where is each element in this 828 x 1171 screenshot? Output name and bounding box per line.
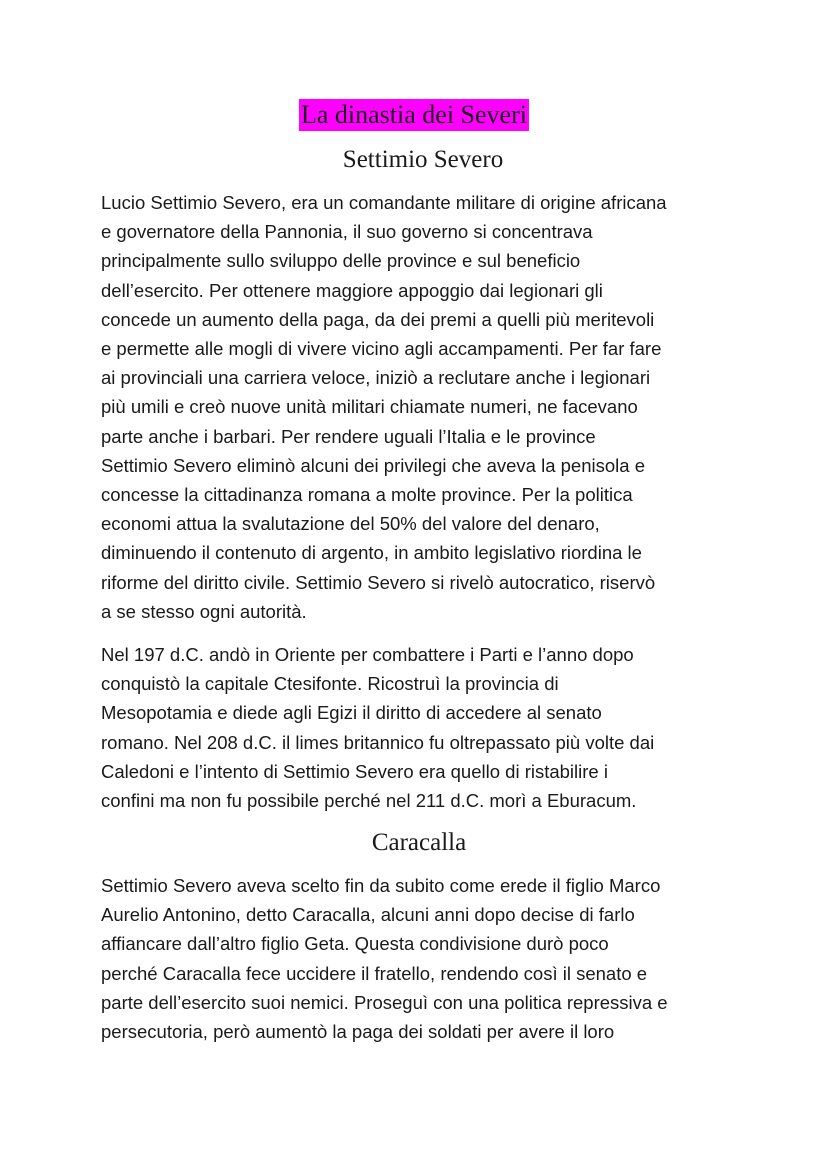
paragraph-settimio-1 xyxy=(101,188,733,626)
text-line: Lucio Settimio Severo, era un comandante militare di origine africana xyxy=(101,192,667,213)
text-line: Nel 197 d.C. andò in Oriente per combattere i Parti e l’anno dopo xyxy=(101,644,634,665)
text-line: parte anche i barbari. Per rendere uguali l’Italia e le province xyxy=(101,425,596,447)
text-line: dell’esercito. Per ottenere maggiore appoggio dai legionari gli xyxy=(101,279,603,301)
text-line: affiancare dall’altro figlio Geta. Questa condivisione durò poco xyxy=(101,933,609,955)
text-line: più umili e creò nuove unità militari chiamate numeri, ne facevano xyxy=(101,396,638,418)
section-heading-settimio-severo: Settimio Severo xyxy=(342,146,504,173)
text-line: ai provinciali una carriera veloce, iniziò a reclutare anche i legionari xyxy=(101,367,651,389)
text-line: Settimio Severo aveva scelto fin da subito come erede il figlio Marco xyxy=(101,875,661,896)
text-line: conquistò la capitale Ctesifonte. Ricostruì la provincia di xyxy=(101,673,559,695)
text-line: diminuendo il contenuto di argento, in ambito legislativo riordina le xyxy=(101,542,642,564)
text-line: confini ma non fu possibile perché nel 211 d.C. morì a Eburacum. xyxy=(101,790,637,812)
text-line: e permette alle mogli di vivere vicino agli accampamenti. Per far fare xyxy=(101,338,662,360)
text-line: principalmente sullo sviluppo delle province e sul beneficio xyxy=(101,250,581,272)
text-line: parte dell’esercito suoi nemici. Proseguì con una politica repressiva e xyxy=(101,991,668,1013)
text-line: concede un aumento della paga, da dei premi a quelli più meritevoli xyxy=(101,308,655,330)
text-line: e governatore della Pannonia, il suo governo si concentrava xyxy=(101,221,593,243)
text-line: riforme del diritto civile. Settimio Severo si rivelò autocratico, riservò xyxy=(101,571,656,593)
section-heading-caracalla: Caracalla xyxy=(371,829,467,856)
text-line: Mesopotamia e diede agli Egizi il diritto di accedere al senato xyxy=(101,702,602,724)
text-line: Caledoni e l’intento di Settimio Severo era quello di ristabilire i xyxy=(101,760,608,782)
paragraph-settimio-2 xyxy=(101,640,733,815)
text-line: romano. Nel 208 d.C. il limes britannico fu oltrepassato più volte dai xyxy=(101,731,655,753)
title-container xyxy=(0,99,828,131)
paragraph-caracalla-1 xyxy=(101,871,733,1046)
text-line: persecutoria, però aumentò la paga dei soldati per avere il loro xyxy=(101,1021,615,1043)
text-line: a se stesso ogni autorità. xyxy=(101,600,307,622)
text-line: concesse la cittadinanza romana a molte province. Per la politica xyxy=(101,484,633,506)
text-line: perché Caracalla fece uccidere il fratello, rendendo così il senato e xyxy=(101,962,648,984)
text-line: Aurelio Antonino, detto Caracalla, alcuni anni dopo decise di farlo xyxy=(101,904,635,926)
text-line: economi attua la svalutazione del 50% del valore del denaro, xyxy=(101,513,600,535)
document-title: La dinastia dei Severi xyxy=(301,100,527,129)
text-line: Settimio Severo eliminò alcuni dei privilegi che aveva la penisola e xyxy=(101,454,645,476)
